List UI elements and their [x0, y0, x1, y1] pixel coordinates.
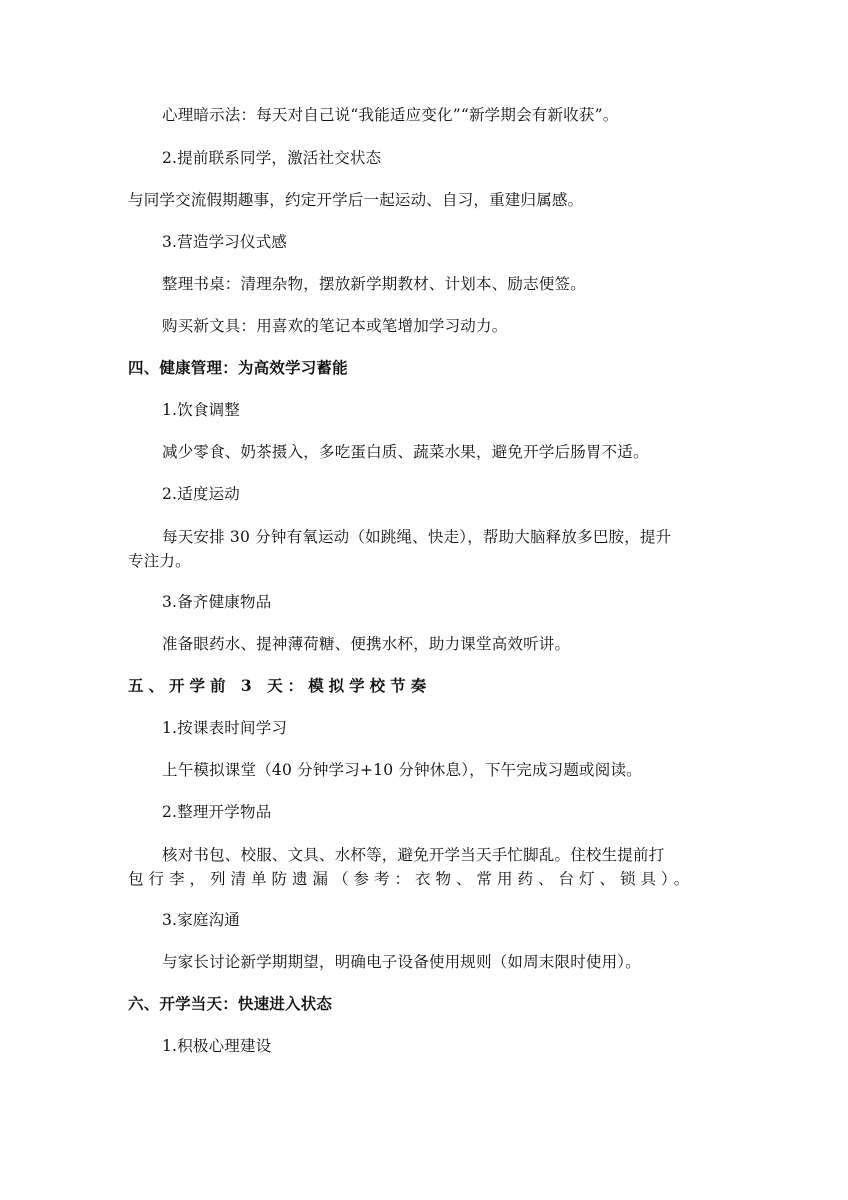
- subheading-exercise: 2.适度运动: [162, 485, 240, 503]
- paragraph-stationery: 购买新文具：用喜欢的笔记本或笔增加学习动力。: [162, 317, 508, 335]
- subheading-schedule: 1.按课表时间学习: [162, 719, 288, 737]
- paragraph-family: 与家长讨论新学期期望，明确电子设备使用规则（如周末限时使用）。: [162, 953, 641, 971]
- subheading-family: 3.家庭沟通: [162, 911, 240, 929]
- section-heading-first-day: 六、开学当天：快速进入状态: [128, 994, 333, 1013]
- paragraph-supplies-line2: 包行李，列清单防遗漏（参考：衣物、常用药、台灯、锁具）。: [128, 870, 695, 888]
- subheading-ritual: 3.营造学习仪式感: [162, 233, 288, 251]
- subheading-supplies: 2.整理开学物品: [162, 803, 272, 821]
- paragraph-classmates: 与同学交流假期趣事，约定开学后一起运动、自习，重建归属感。: [128, 191, 584, 209]
- section-heading-three-days: 五、开学前 3 天：模拟学校节奏: [128, 676, 432, 695]
- paragraph-desk: 整理书桌：清理杂物，摆放新学期教材、计划本、励志便签。: [162, 275, 586, 293]
- subheading-diet: 1.饮食调整: [162, 401, 240, 419]
- paragraph-supplies-line1: 核对书包、校服、文具、水杯等，避免开学当天手忙脚乱。住校生提前打: [162, 846, 665, 864]
- paragraph-exercise-line2: 专注力。: [128, 552, 191, 570]
- subheading-contact-classmates: 2.提前联系同学，激活社交状态: [162, 149, 382, 167]
- subheading-health-items: 3.备齐健康物品: [162, 593, 272, 611]
- section-heading-health: 四、健康管理：为高效学习蓄能: [128, 358, 348, 377]
- subheading-mindset: 1.积极心理建设: [162, 1037, 272, 1055]
- paragraph-self-suggestion: 心理暗示法：每天对自己说“我能适应变化”“新学期会有新收获”。: [162, 106, 619, 124]
- paragraph-exercise-line1: 每天安排 30 分钟有氧运动（如跳绳、快走），帮助大脑释放多巴胺，提升: [162, 528, 672, 546]
- paragraph-schedule: 上午模拟课堂（40 分钟学习+10 分钟休息），下午完成习题或阅读。: [162, 761, 642, 779]
- paragraph-health-items: 准备眼药水、提神薄荷糖、便携水杯，助力课堂高效听讲。: [162, 635, 571, 653]
- paragraph-diet: 减少零食、奶茶摄入，多吃蛋白质、蔬菜水果，避免开学后肠胃不适。: [162, 443, 649, 461]
